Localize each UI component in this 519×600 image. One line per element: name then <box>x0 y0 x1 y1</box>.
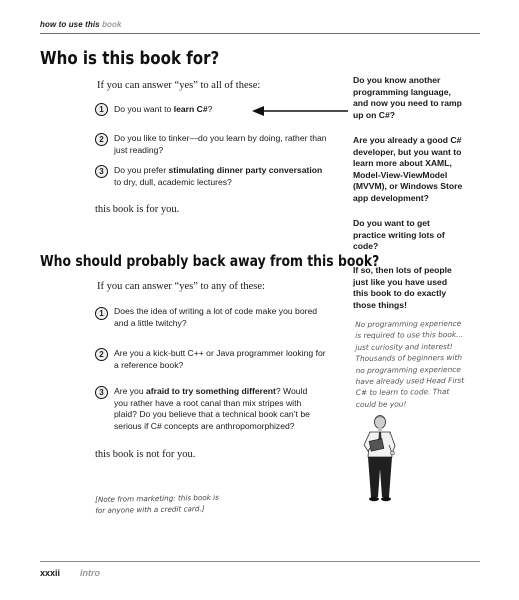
section1-item2-text <box>114 133 327 156</box>
section2-item2-text <box>114 348 326 371</box>
handwritten-note <box>355 318 464 410</box>
section1-item2-line1: Do you like to tinker—do you learn by doing, rather than <box>114 133 327 143</box>
section2-item3-post: ? Would <box>275 386 308 396</box>
sidebar-p2-line: Are you already a good C# <box>353 135 462 145</box>
sidebar-p4-line: those things! <box>353 299 407 310</box>
section2-item3-line3: plaid? Do you believe that a technical book can’t be <box>114 409 310 419</box>
marketing-note-line: for anyone with a credit card.] <box>95 504 205 515</box>
running-header-prefix: how to use this <box>40 20 100 29</box>
handnote-line: could be you! <box>355 399 407 409</box>
section1-intro: If you can answer “yes” to all of these: <box>97 80 261 91</box>
marketing-note-line: [Note from marketing: this book is <box>95 492 219 504</box>
sidebar-p2-line: developer, but you want to <box>353 146 462 157</box>
sidebar-p3-line: Do you want to get <box>353 218 430 228</box>
handnote-line: Thousands of beginners with <box>355 353 463 364</box>
sidebar-p3-line: code? <box>353 241 379 251</box>
section2-item1-number: 1 <box>95 307 108 320</box>
section2-item3-text <box>114 386 310 432</box>
section2-item2-number: 2 <box>95 348 108 361</box>
section2-intro: If you can answer “yes” to any of these: <box>97 281 265 292</box>
sidebar-paragraph-3 <box>353 218 493 253</box>
section1-item2-line2: just reading? <box>114 144 164 155</box>
arrow-icon <box>250 103 350 119</box>
section2-item2-line2: a reference book? <box>114 359 184 370</box>
section1-item3-bold: stimulating dinner party conversation <box>168 165 323 175</box>
sidebar-p1-line: and now you need to ramp <box>353 98 462 108</box>
section2-item3-bold: afraid to try something different <box>146 386 276 396</box>
handnote-line: is required to use this book... <box>355 330 464 341</box>
handnote-line: C# to learn to code. That <box>355 387 450 398</box>
footer-section-label: intro <box>80 568 100 578</box>
section1-item1-bold: learn C# <box>173 104 208 114</box>
sidebar-p2-line: (MVVM), or Windows Store <box>353 181 463 191</box>
section1-item1-text <box>114 104 212 116</box>
marketing-note <box>95 492 219 516</box>
section1-item3-line2: to dry, dull, academic lectures? <box>114 176 232 187</box>
section2-item2-line1: Are you a kick-butt C++ or Java programmer looking for <box>114 348 326 358</box>
sidebar-p4-line: this book to do exactly <box>353 288 447 298</box>
section2-item1-line2: and a little twitchy? <box>114 317 187 328</box>
section2-item3-line2: you rather have a root canal than mix stripes with <box>114 397 302 408</box>
running-header-accent: book <box>102 20 122 29</box>
section2-title: Who should probably back away from this book? <box>40 252 380 270</box>
header-divider <box>40 33 480 34</box>
section2-item3-pre: Are you <box>114 386 147 396</box>
section2-item1-line1: Does the idea of writing a lot of code make you bored <box>114 306 318 316</box>
section1-item1-pre: Do you want to <box>114 104 174 114</box>
section2-closing: this book is not for you. <box>95 449 196 460</box>
footer-divider <box>40 561 480 562</box>
sidebar-paragraph-1 <box>353 75 493 121</box>
section1-item1-number: 1 <box>95 103 108 116</box>
sidebar-paragraph-4 <box>353 265 493 311</box>
section1-item1-post: ? <box>207 104 213 114</box>
section2-item1-text <box>114 306 317 329</box>
handnote-line: just curiosity and interest! <box>355 341 453 352</box>
sidebar-p1-line: Do you know another <box>353 75 441 85</box>
sidebar-p4-line: If so, then lots of people <box>353 265 452 275</box>
section1-item3-pre: Do you prefer <box>114 165 169 175</box>
section1-item3-text <box>114 165 322 188</box>
handnote-line: No programming experience <box>355 318 462 329</box>
sidebar-p3-line: practice writing lots of <box>353 229 445 240</box>
sidebar-p1-line: up on C#? <box>353 109 396 120</box>
sidebar-p4-line: just like you have used <box>353 276 448 287</box>
section2-item3-number: 3 <box>95 386 108 399</box>
sidebar-p2-line: Model-View-ViewModel <box>353 169 448 180</box>
sidebar-p2-line: app development? <box>353 192 429 203</box>
sidebar-paragraph-2 <box>353 135 493 204</box>
man-with-book-illustration <box>358 413 404 505</box>
section1-closing: this book is for you. <box>95 204 180 215</box>
section2-item3-line4: serious if C# concepts are anthropomorphized? <box>114 420 295 431</box>
page-number: xxxii <box>40 568 61 578</box>
section1-item2-number: 2 <box>95 133 108 146</box>
section1-title: Who is this book for? <box>40 49 220 69</box>
handnote-line: have already used Head First <box>355 375 465 387</box>
running-header <box>40 20 122 29</box>
sidebar-p1-line: programming language, <box>353 86 451 97</box>
sidebar-p2-line: learn more about XAML, <box>353 158 452 168</box>
section1-item3-number: 3 <box>95 165 108 178</box>
handnote-line: no programming experience <box>355 364 461 375</box>
